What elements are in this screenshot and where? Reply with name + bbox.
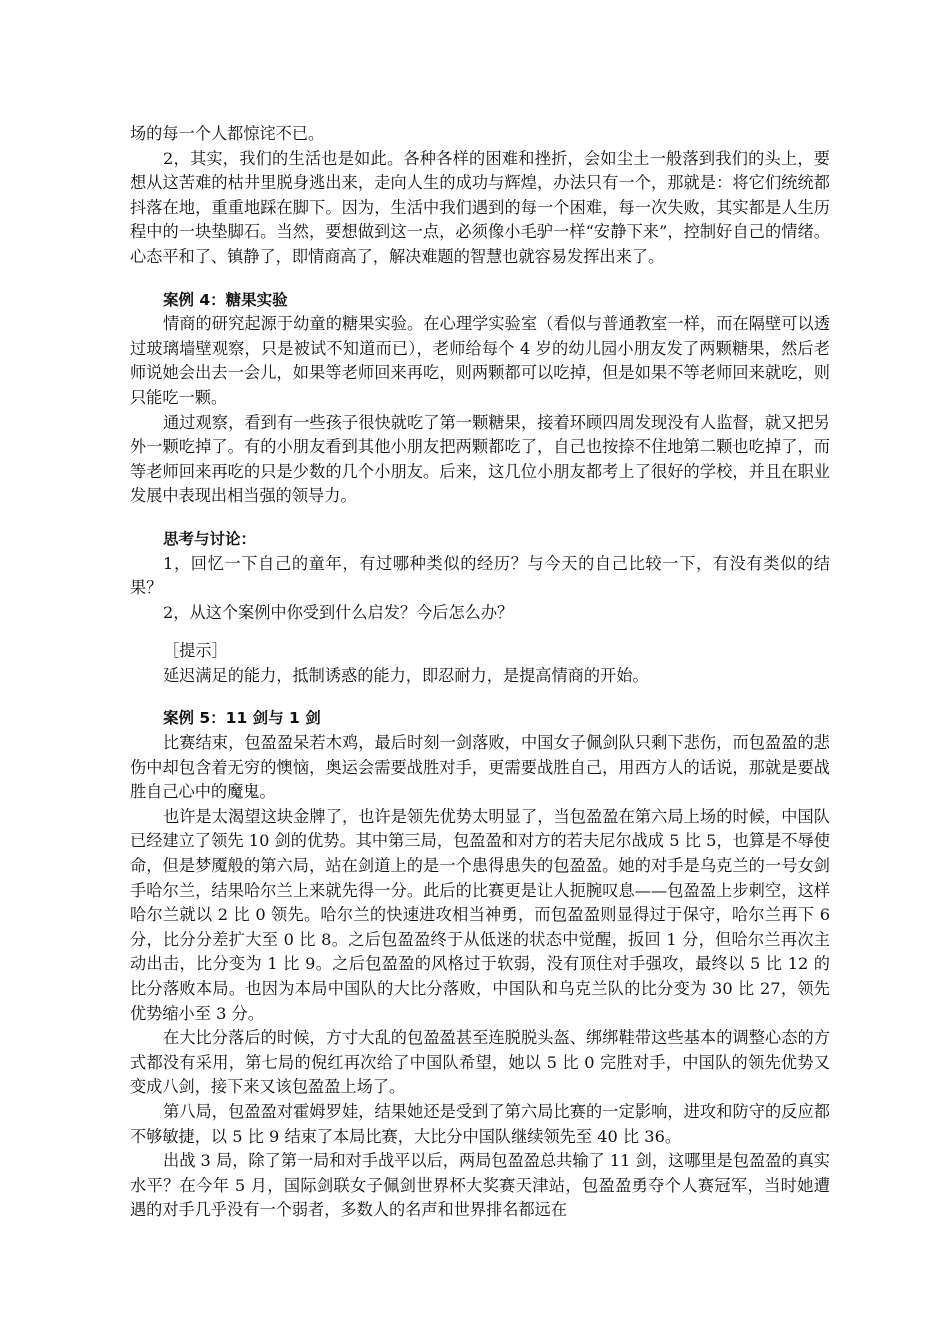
case5-paragraph-4: 第八局，包盈盈对霍姆罗娃，结果她还是受到了第六局比赛的一定影响，进攻和防守的反应都不够敏捷，以 5 比 9 结束了本局比赛，大比分中国队继续领先至 40 比 36。 <box>130 1101 830 1146</box>
case5-title: 案例 5：11 剑与 1 剑 <box>163 709 321 728</box>
document-body <box>130 122 830 1223</box>
discussion-question-2: 2，从这个案例中你受到什么启发？今后怎么办？ <box>163 602 514 622</box>
hint-label: ［提示］ <box>163 641 228 661</box>
case5-paragraph-2: 也许是太渴望这块金牌了，也许是领先优势太明显了，当包盈盈在第六局上场的时候，中国队已经建立了领先 10 剑的优势。其中第三局，包盈盈和对方的若夫尼尔战成 5 比 5，也算是不辱使命，但是梦魇般的第六局，站在剑道上的是一个患得患失的包盈盈。她的对手是乌克兰的一号女剑手哈尔兰，结果哈尔兰上来就先得一分。此后的比赛更是让人扼腕叹息——包盈盈上步刺空，这样哈尔兰就以 2 比 0 领先。哈尔兰的快速进攻相当神勇，而包盈盈则显得过于保守，哈尔兰再下 6 分，比分分差扩大至 0 比 8。之后包盈盈终于从低迷的状态中觉醒，扳回 1 分，但哈尔兰再次主动出击，比分变为 1 比 9。之后包盈盈的风格过于软弱，没有顶住对手强攻，最终以 5 比 12 的比分落败本局。也因为本局中国队的大比分落败，中国队和乌克兰队的比分变为 30 比 27，领先优势缩小至 3 分。 <box>130 806 830 1023</box>
case5-paragraph-3: 在大比分落后的时候，方寸大乱的包盈盈甚至连脱脱头盔、绑绑鞋带这些基本的调整心态的方式都没有采用，第七局的倪红再次给了中国队希望，她以 5 比 0 完胜对手，中国队的领先优势又变成八剑，接下来又该包盈盈上场了。 <box>130 1028 830 1097</box>
spacer <box>130 509 830 527</box>
case5-paragraph-5: 出战 3 局，除了第一局和对手战平以后，两局包盈盈总共输了 11 剑，这哪里是包盈盈的真实水平？在今年 5 月，国际剑联女子佩剑世界杯大奖赛天津站，包盈盈勇夺个人赛冠军，当时她遭遇的对手几乎没有一个弱者，多数人的名声和世界排名都远在 <box>130 1151 830 1220</box>
discussion-question-1: 1，回忆一下自己的童年，有过哪种类似的经历？与今天的自己比较一下，有没有类似的结果？ <box>130 553 830 598</box>
discussion-title: 思考与讨论： <box>163 529 257 548</box>
case4-paragraph-2: 通过观察，看到有一些孩子很快就吃了第一颗糖果，接着环顾四周发现没有人监督，就又把另外一颗吃掉了。有的小朋友看到其他小朋友把两颗都吃了，自己也按捺不住地第二颗也吃掉了，而等老师回来再吃的只是少数的几个小朋友。后来，这几位小朋友都考上了很好的学校，并且在职业发展中表现出相当强的领导力。 <box>130 412 830 506</box>
case5-paragraph-1: 比赛结束，包盈盈呆若木鸡，最后时刻一剑落败，中国女子佩剑队只剩下悲伤，而包盈盈的悲伤中却包含着无穷的懊恼，奥运会需要战胜对手，更需要战胜自己，用西方人的话说，那就是要战胜自己心中的魔鬼。 <box>130 733 830 802</box>
spacer <box>130 270 830 288</box>
spacer <box>130 625 830 639</box>
hint-text: 延迟满足的能力，抵制诱惑的能力，即忍耐力，是提高情商的开始。 <box>163 665 649 685</box>
case4-title: 案例 4：糖果实验 <box>163 290 288 309</box>
case4-paragraph-1: 情商的研究起源于幼童的糖果实验。在心理学实验室（看似与普通教室一样，而在隔壁可以透过玻璃墙壁观察，只是被试不知道而已），老师给每个 4 岁的幼儿园小朋友发了两颗糖果，然后老师说她会出去一会儿，如果等老师回来再吃，则两颗都可以吃掉，但是如果不等老师回来就吃，则只能吃一颗。 <box>130 314 830 407</box>
intro-continuation: 场的每一个人都惊诧不已。 <box>130 124 325 143</box>
spacer <box>130 688 830 706</box>
intro-point-2: 2，其实，我们的生活也是如此。各种各样的困难和挫折，会如尘土一般落到我们的头上，要想从这苦难的枯井里脱身逃出来，走向人生的成功与辉煌，办法只有一个，那就是：将它们统统都抖落在地，重重地踩在脚下。因为，生活中我们遇到的每一个困难，每一次失败，其实都是人生历程中的一块垫脚石。当然，要想做到这一点，必须像小毛驴一样“安静下来”，控制好自己的情绪。心态平和了、镇静了，即情商高了，解决难题的智慧也就容易发挥出来了。 <box>130 148 830 266</box>
